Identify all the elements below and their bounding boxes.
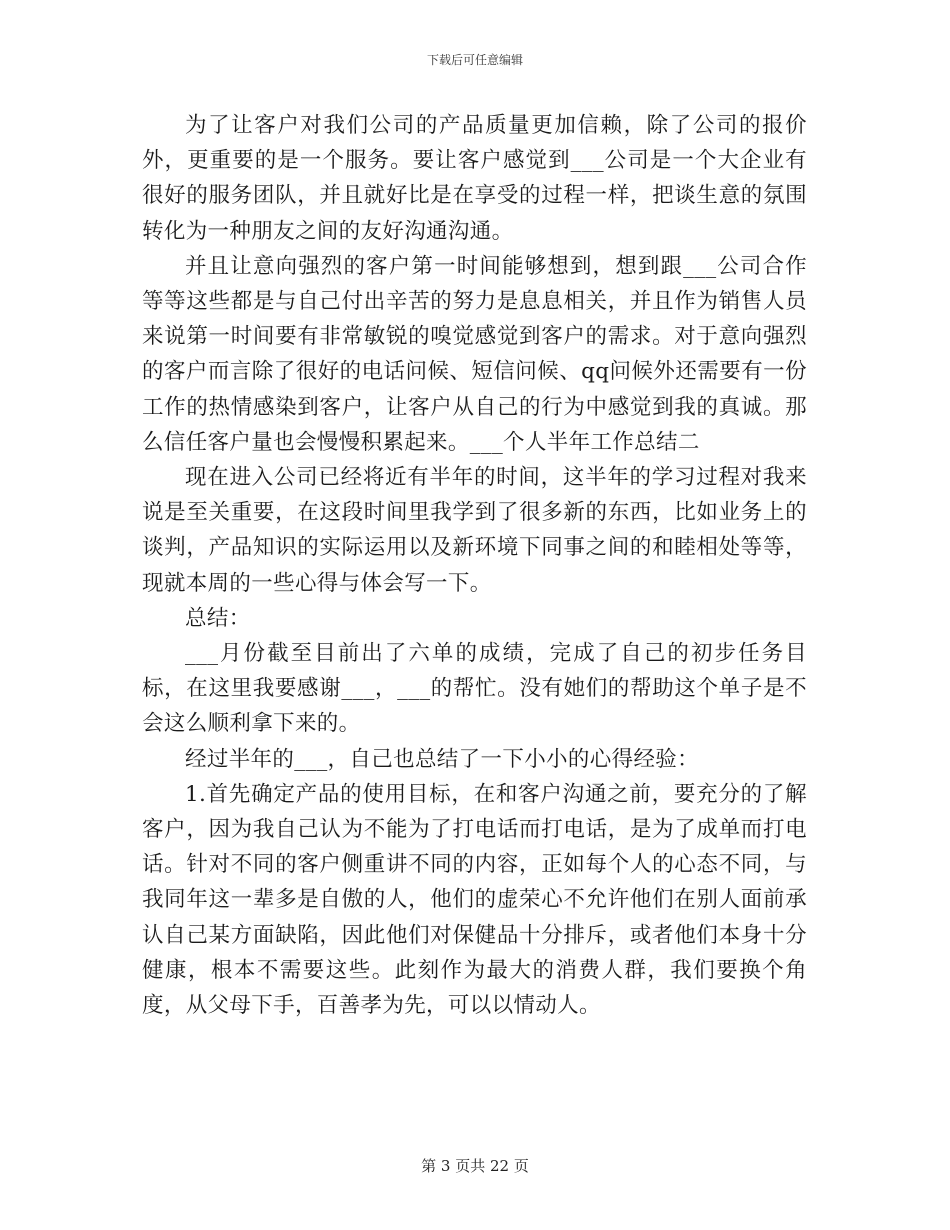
paragraph-5: 经过半年的___，自己也总结了一下小小的心得经验： [185,746,700,772]
paragraph-3: 现在进入公司已经将近有半年的时间，这半年的学习过程对我来说是至关重要，在这段时间里我学到了很多新的东西，比如业务上的谈判，产品知识的实际运用以及新环境下同事之间的和睦相处等等，现就本周的一些心得与体会写一下。 [142,465,807,596]
paragraph-2: 并且让意向强烈的客户第一时间能够想到，想到跟___公司合作等等这些都是与自己付出辛苦的努力是息息相关，并且作为销售人员来说第一时间要有非常敏锐的嗅觉感觉到客户的需求。对于意向强烈的客户而言除了很好的电话问候、短信问候、qq问候外还需要有一份工作的热情感染到客户，让客户从自己的行为中感觉到我的真诚。那么信任客户量也会慢慢积累起来。___个人半年工作总结二 [142,253,807,455]
paragraph-6: 1.首先确定产品的使用目标，在和客户沟通之前，要充分的了解客户，因为我自己认为不能为了打电话而打电话，是为了成单而打电话。针对不同的客户侧重讲不同的内容，正如每个人的心态不同，与我同年这一辈多是自傲的人，他们的虚荣心不允许他们在别人面前承认自己某方面缺陷，因此他们对保健品十分排斥，或者他们本身十分健康，根本不需要这些。此刻作为最大的消费人群，我们要换个角度，从父母下手，百善孝为先，可以以情动人。 [142,781,807,1019]
summary-heading: 总结： [185,605,251,631]
paragraph-4: ___月份截至目前出了六单的成绩，完成了自己的初步任务目标，在这里我要感谢___，___的帮忙。没有她们的帮助这个单子是不会这么顺利拿下来的。 [142,641,807,737]
document-body [142,108,807,1023]
paragraph-1: 为了让客户对我们公司的产品质量更加信赖，除了公司的报价外，更重要的是一个服务。要让客户感觉到___公司是一个大企业有很好的服务团队，并且就好比是在享受的过程一样，把谈生意的氛围转化为一种朋友之间的友好沟通沟通。 [142,113,807,244]
page-header: 下载后可任意编辑 [426,53,523,67]
page-number: 第 3 页共 22 页 [421,1157,529,1175]
